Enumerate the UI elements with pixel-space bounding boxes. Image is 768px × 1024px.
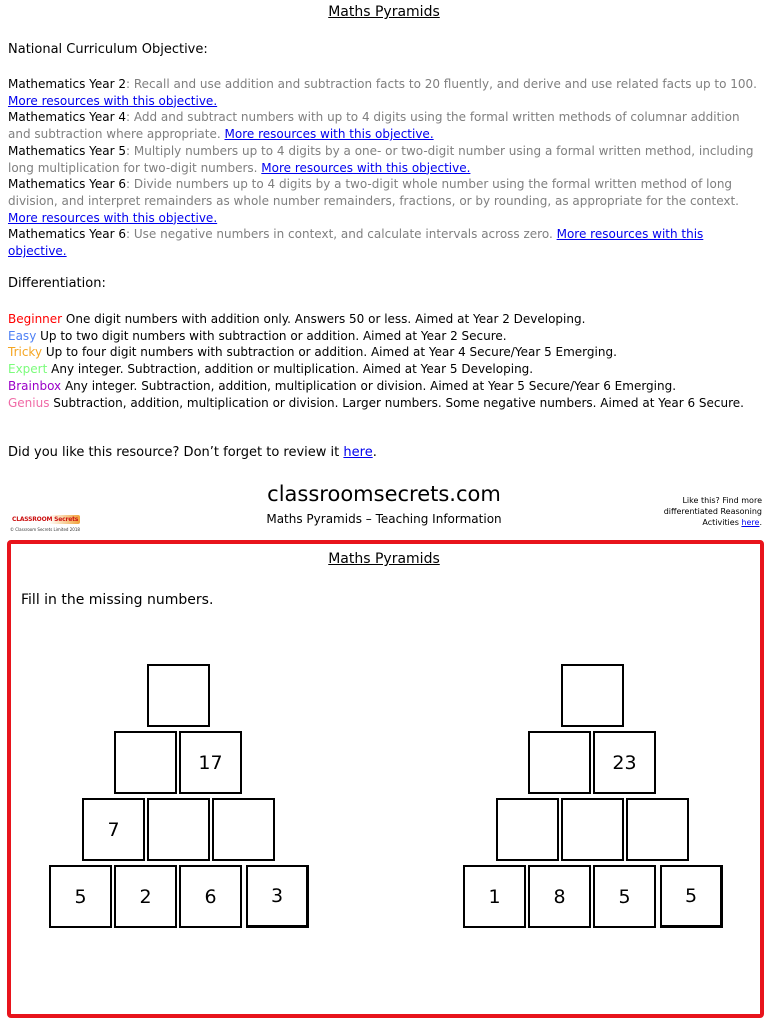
pyramid-cell[interactable]	[114, 731, 177, 794]
review-end: .	[372, 445, 377, 460]
objective-resources-link[interactable]: More resources with this objective.	[8, 210, 218, 225]
side-line1: Like this? Find more	[682, 496, 762, 505]
diff-text: Any integer. Subtraction, addition, multiplication or division. Aimed at Year 5 Secure/Year 6 Emerging.	[61, 378, 677, 393]
pyramid-cell[interactable]	[561, 664, 624, 727]
side-line2: differentiated Reasoning	[663, 507, 762, 516]
diff-text: One digit numbers with addition only. Answers 50 or less. Aimed at Year 2 Developing.	[62, 312, 586, 326]
side-note	[632, 495, 762, 528]
pyramid-cell: 5	[49, 865, 112, 928]
objective-resources-link[interactable]: More resources with this objective.	[8, 227, 704, 259]
objective-year-label: Mathematics Year 5	[8, 143, 127, 158]
diff-genius	[8, 395, 760, 412]
objective-text: : Use negative numbers in context, and calculate intervals across zero.	[126, 227, 553, 242]
differentiation-list	[8, 311, 760, 411]
pyramid-cell[interactable]	[626, 798, 689, 861]
pyramid-cell: 7	[82, 798, 145, 861]
diff-beginner	[8, 311, 760, 328]
pyramid-cell[interactable]	[496, 798, 559, 861]
objective-resources-link[interactable]: More resources with this objective.	[224, 127, 434, 142]
pyramid-cell[interactable]	[528, 731, 591, 794]
diff-level-label: Easy	[8, 328, 37, 343]
objective-heading: National Curriculum Objective:	[8, 42, 208, 57]
review-link[interactable]: here	[343, 445, 373, 460]
objective-year6-division	[8, 176, 760, 226]
objectives-list	[8, 76, 760, 260]
page-title: Maths Pyramids	[328, 4, 440, 20]
objective-resources-link[interactable]: More resources with this objective.	[261, 160, 471, 175]
diff-level-label: Tricky	[8, 345, 43, 360]
differentiation-heading: Differentiation:	[8, 276, 106, 291]
review-prompt	[8, 445, 377, 460]
diff-text: Any integer. Subtraction, addition or multiplication. Aimed at Year 5 Developing.	[47, 362, 534, 377]
diff-level-label: Genius	[8, 395, 50, 410]
pyramid-cell[interactable]	[561, 798, 624, 861]
pyramid-cell: 1	[463, 865, 526, 928]
pyramid-cell: 5	[593, 865, 656, 928]
pyramid-cell: 6	[179, 865, 242, 928]
objective-year-label: Mathematics Year 2	[8, 77, 127, 91]
objective-text: : Add and subtract numbers with up to 4 digits using the formal written methods of columnar addition and subtraction where appropriate.	[8, 110, 740, 142]
pyramid-cell[interactable]	[212, 798, 275, 861]
diff-text: Up to two digit numbers with subtraction or addition. Aimed at Year 2 Secure.	[36, 328, 507, 343]
diff-level-label: Beginner	[8, 312, 63, 326]
objective-year2	[8, 76, 760, 109]
diff-expert	[8, 361, 760, 378]
objective-text: : Recall and use addition and subtraction facts to 20 fluently, and derive and use related facts up to 100.	[126, 77, 757, 91]
pyramid-cell: 3	[246, 865, 309, 928]
pyramid-cell: 5	[660, 865, 723, 928]
pyramid-cell: 17	[179, 731, 242, 794]
objective-text: : Multiply numbers up to 4 digits by a one- or two-digit number using a formal written method, including long multiplication for two-digit numbers.	[8, 143, 754, 175]
objective-year4	[8, 109, 760, 142]
pyramid-cell: 23	[593, 731, 656, 794]
objective-text: : Divide numbers up to 4 digits by a two-digit whole number using the formal written method of long division, and interpret remainders as whole number remainders, fractions, or by rounding, as appropriate for the context.	[8, 177, 739, 208]
objective-resources-link[interactable]: More resources with this objective.	[8, 93, 218, 108]
objective-year5	[8, 143, 760, 176]
pyramid-cell[interactable]	[147, 798, 210, 861]
side-end: .	[759, 518, 762, 527]
diff-brainbox	[8, 378, 760, 395]
diff-text: Subtraction, addition, multiplication or division. Larger numbers. Some negative numbers. Aimed at Year 6 Secure.	[49, 395, 744, 410]
pyramid-cell: 8	[528, 865, 591, 928]
objective-year-label: Mathematics Year 4	[8, 110, 127, 125]
objective-year-label: Mathematics Year 6	[8, 227, 127, 242]
footer-subtitle: Maths Pyramids – Teaching Information	[266, 512, 502, 526]
logo-copyright: © Classroom Secrets Limited 2018	[10, 527, 80, 532]
diff-text: Up to four digit numbers with subtraction or addition. Aimed at Year 4 Secure/Year 5 Emerging.	[42, 345, 617, 360]
side-line3: Activities	[702, 518, 742, 527]
review-text: Did you like this resource? Don’t forget to review it	[8, 445, 344, 460]
side-link[interactable]: here	[741, 518, 760, 527]
pyramid-cell: 2	[114, 865, 177, 928]
diff-tricky	[8, 344, 760, 361]
objective-year-label: Mathematics Year 6	[8, 177, 127, 192]
card-instruction: Fill in the missing numbers.	[21, 592, 214, 608]
brand-name: classroomsecrets.com	[267, 482, 501, 506]
pyramid-cell[interactable]	[147, 664, 210, 727]
diff-level-label: Expert	[8, 362, 48, 377]
diff-level-label: Brainbox	[8, 378, 62, 393]
card-title: Maths Pyramids	[328, 551, 440, 567]
logo-wordmark: CLASSROOM Secrets	[12, 516, 79, 523]
objective-year6-negative	[8, 226, 760, 259]
diff-easy	[8, 328, 760, 345]
